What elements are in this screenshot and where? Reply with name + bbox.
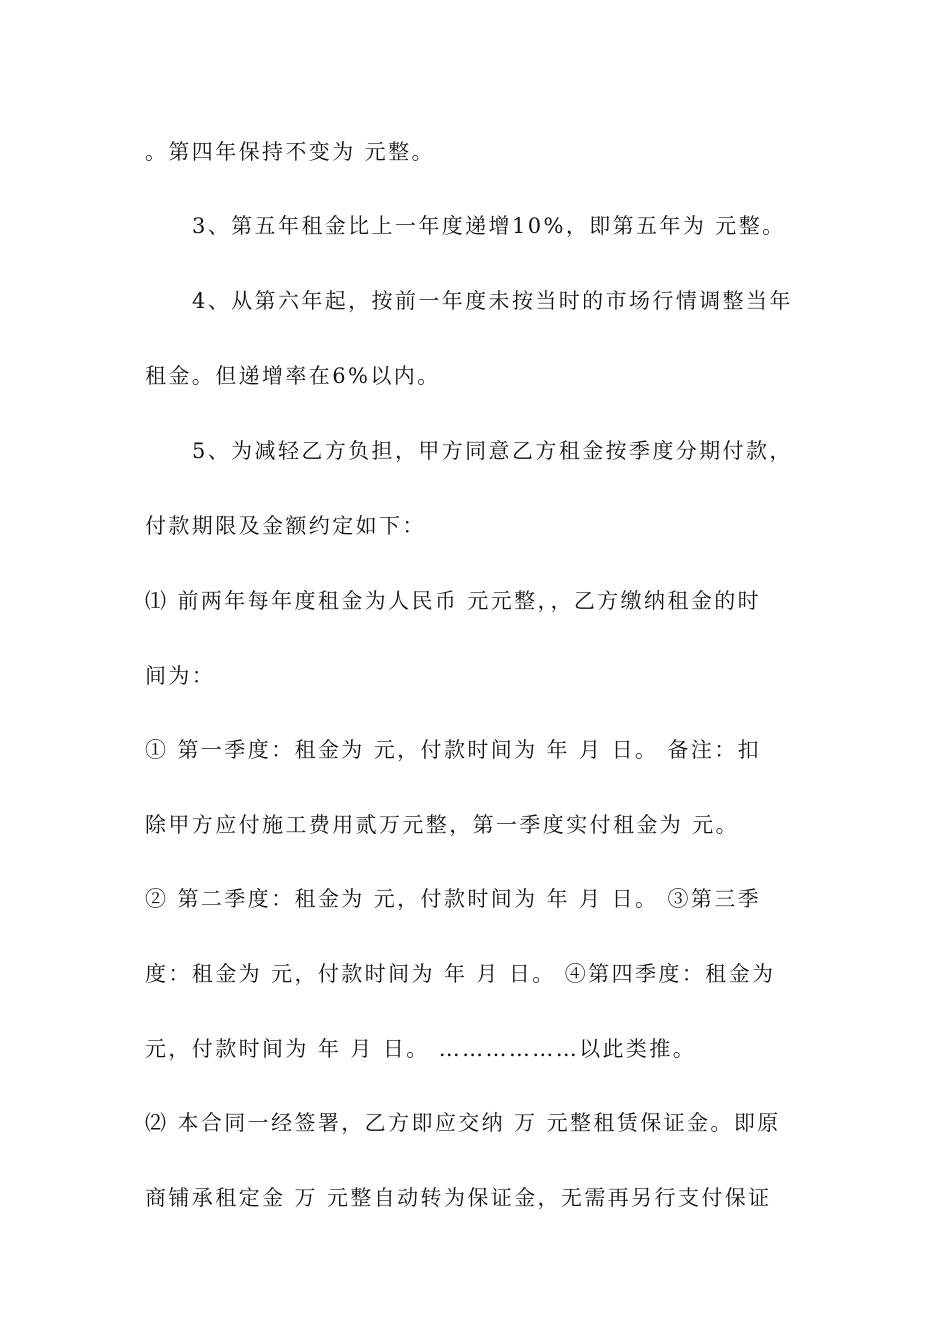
text-line-6: 付款期限及金额约定如下： xyxy=(145,514,426,538)
text-line-14: ⑵ 本合同一经签署，乙方即应交纳 万 元整租赁保证金。即原 xyxy=(145,1111,781,1135)
text-line-4: 租金。但递增率在6%以内。 xyxy=(145,364,441,388)
text-line-10: 除甲方应付施工费用贰万元整，第一季度实付租金为 元。 xyxy=(145,813,740,837)
text-line-7: ⑴ 前两年每年度租金为人民币 元元整，，乙方缴纳租金的时 xyxy=(145,589,762,613)
text-line-8: 间为： xyxy=(145,664,216,688)
text-line-13: 元，付款时间为 年 月 日。 ………………以此类推。 xyxy=(145,1037,697,1061)
text-line-5: 5、为减轻乙方负担，甲方同意乙方租金按季度分期付款， xyxy=(192,439,793,463)
text-line-15: 商铺承租定金 万 元整自动转为保证金，无需再另行支付保证 xyxy=(145,1186,772,1210)
text-line-2: 3、第五年租金比上一年度递增10%，即第五年为 元整。 xyxy=(192,214,786,238)
text-line-11: ② 第二季度：租金为 元，付款时间为 年 月 日。 ③第三季 xyxy=(145,887,762,911)
text-line-1: 。第四年保持不变为 元整。 xyxy=(145,140,435,164)
text-line-9: ① 第一季度：租金为 元，付款时间为 年 月 日。 备注：扣 xyxy=(145,738,762,762)
text-line-3: 4、从第六年起，按前一年度未按当时的市场行情调整当年 xyxy=(192,289,793,313)
text-line-12: 度：租金为 元，付款时间为 年 月 日。 ④第四季度：租金为 xyxy=(145,962,776,986)
